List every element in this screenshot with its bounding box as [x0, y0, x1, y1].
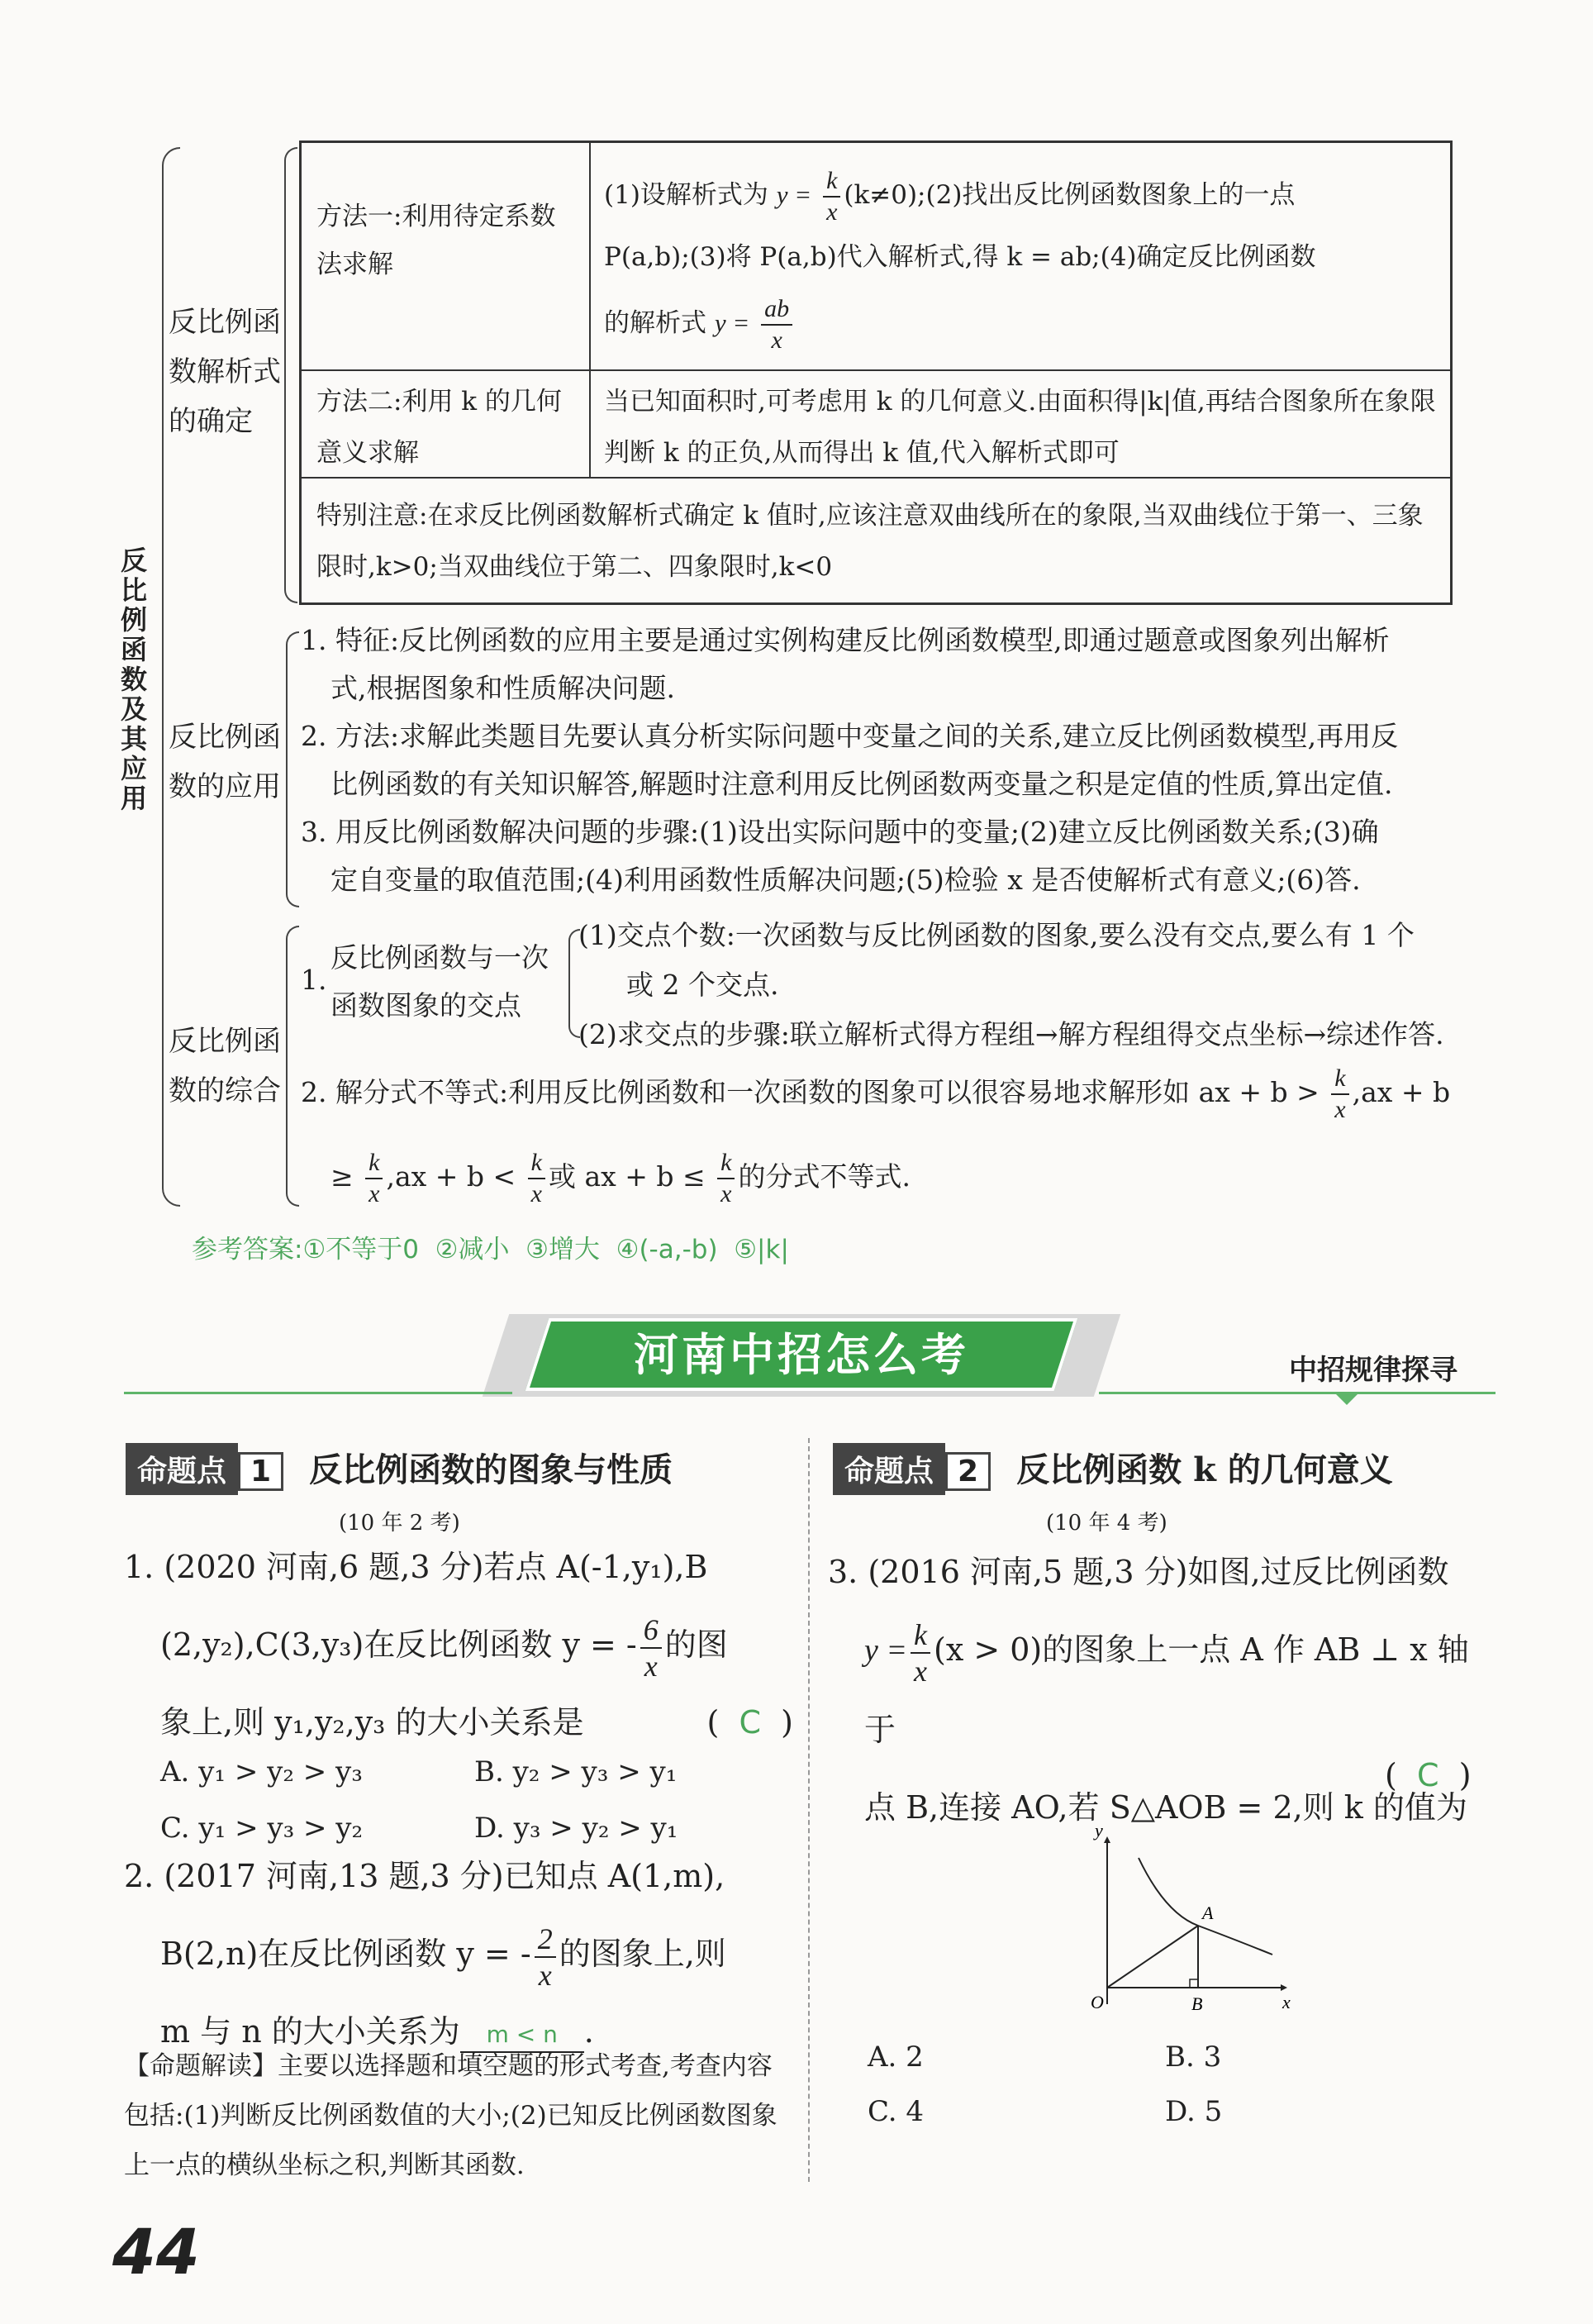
q3-option-d: D. 5 — [1165, 2095, 1223, 2128]
method-table — [299, 140, 1453, 605]
page-number: 44 — [112, 2215, 200, 2288]
combo-item2-line2: ≥ $\frac{k}{x}$ ,ax + b < $\frac{k}{x}$ 或 ax + b ≤ $\frac{k}{x}$ 的分式不等式. — [330, 1149, 911, 1207]
sidebar-title: 反比例函数及其应用 — [121, 545, 148, 814]
combo-item1-num: 1. — [301, 964, 327, 996]
topic-count-1: (10 年 2 考) — [339, 1511, 460, 1536]
label-y: y — [1095, 1820, 1103, 1841]
method2-text-cell — [591, 371, 1450, 479]
combo-sub1: (1)交点个数:一次函数与反比例函数的图象,要么没有交点,要么有 1 个 — [578, 919, 1415, 951]
combo-item2-line1: 2. 解分式不等式:利用反比例函数和一次函数的图象可以很容易地求解形如 ax + b > $\frac{k}{x}$ ,ax + b — [301, 1064, 1451, 1123]
topic-tag-2: 命题点 — [833, 1443, 945, 1495]
q3-line3: 点 B,连接 AO,若 S△AOB = 2,则 k 的值为 — [864, 1789, 1467, 1826]
banner-rule-left — [124, 1392, 512, 1394]
q1-line2: (2,y₂),C(3,y₃)在反比例函数 y = - $\frac{6}{x}$ 的图 — [160, 1612, 728, 1683]
apply-item-3b: 定自变量的取值范围;(4)利用函数性质解决问题;(5)检验 x 是否使解析式有意义;(6)答. — [330, 864, 1361, 896]
topic-tag-num-1: 1 — [238, 1452, 283, 1491]
method2-label: 方法二:利用 k 的几何意义求解 — [316, 387, 562, 468]
apply-item-1b: 式,根据图象和性质解决问题. — [330, 672, 675, 704]
method1-line1: (1)设解析式为 y = $\frac{k}{x}$ (k≠0);(2)找出反比例函数图象上的一点 — [604, 166, 1296, 226]
label-a: A — [1202, 1903, 1214, 1923]
label-b: B — [1191, 1993, 1203, 2014]
label-o: O — [1091, 1992, 1104, 2012]
method1-label-cell — [302, 143, 591, 371]
combo-item1-label: 反比例函数与一次函数图象的交点 — [330, 941, 549, 1022]
topic-tag-num-2: 2 — [945, 1452, 991, 1491]
q3-options — [868, 2030, 1496, 2139]
left-topic-header — [126, 1443, 673, 1495]
reference-answer: 参考答案:①不等于0 ②减小 ③增大 ④(-a,-b) ⑤|k| — [192, 1235, 789, 1264]
topic-count-2: (10 年 4 考) — [1046, 1511, 1167, 1536]
q3-line1: 3. (2016 河南,5 题,3 分)如图,过反比例函数 — [828, 1554, 1449, 1590]
q2-line3: m 与 n 的大小关系为 m < n . — [124, 1993, 793, 2069]
section-combo-label: 反比例函数的综合 — [169, 1025, 281, 1107]
q3-option-b: B. 3 — [1165, 2041, 1222, 2074]
banner-rule-right — [1099, 1392, 1496, 1394]
q2-answer-blank: m < n — [460, 2015, 584, 2053]
q1-option-d: D. y₃ > y₂ > y₁ — [474, 1812, 678, 1845]
q1-line1: 1. (2020 河南,6 题,3 分)若点 A(-1,y₁),B — [124, 1549, 708, 1585]
q1-line3: 象上,则 y₁,y₂,y₃ 的大小关系是 ( C ) — [160, 1704, 793, 1741]
section-apply-brace — [286, 631, 299, 907]
q3-option-a: A. 2 — [868, 2041, 924, 2074]
question-1 — [124, 1529, 793, 1760]
method2-text: 当已知面积时,可考虑用 k 的几何意义.由面积得|k|值,再结合图象所在象限判断 k 的正负,从而得出 k 值,代入解析式即可 — [604, 387, 1436, 468]
method1-text-cell — [591, 143, 1450, 371]
method1-label: 方法一:利用待定系数法求解 — [316, 202, 556, 279]
q3-answer-paren: ( C ) — [1385, 1757, 1472, 1793]
banner-title: 河南中招怎么考 — [634, 1329, 969, 1381]
method2-label-cell — [302, 371, 591, 479]
note-text: 特别注意:在求反比例函数解析式确定 k 值时,应该注意双曲线所在的象限,当双曲线位于第一、三象限时,k>0;当双曲线位于第二、四象限时,k<0 — [316, 501, 1424, 582]
apply-item-3a: 3. 用反比例函数解决问题的步骤:(1)设出实际问题中的变量;(2)建立反比例函数关系;(3)确 — [301, 816, 1379, 848]
y-axis-arrow-icon — [1104, 1836, 1110, 1843]
right-topic-header — [833, 1443, 1393, 1495]
q3-graph — [1074, 1818, 1297, 2017]
combo-item1-subs — [578, 911, 1487, 1060]
method1-line2: P(a,b);(3)将 P(a,b)代入解析式,得 k = ab;(4)确定反比例函数 — [604, 242, 1316, 272]
topic-heading-1: 反比例函数的图象与性质 — [309, 1450, 673, 1489]
q2-line2: B(2,n)在反比例函数 y = - $\frac{2}{x}$ 的图象上,则 — [160, 1922, 726, 1992]
q3-line2: y = $\frac{k}{x}$ (x > 0)的图象上一点 A 作 AB ⊥ x 轴于 — [864, 1617, 1469, 1748]
apply-item-2a: 2. 方法:求解此类题目先要认真分析实际问题中变量之间的关系,建立反比例函数模型,再用反 — [301, 720, 1399, 752]
section-combo-brace — [286, 926, 299, 1207]
combo-sub2: (2)求交点的步骤:联立解析式得方程组→解方程组得交点坐标→综述作答. — [578, 1018, 1444, 1050]
segment-ao — [1107, 1926, 1198, 1988]
right-angle-mark — [1190, 1979, 1198, 1988]
q2-line1: 2. (2017 河南,13 题,3 分)已知点 A(1,m), — [124, 1858, 725, 1894]
combo-sub1b: 或 2 个交点. — [626, 969, 779, 1001]
apply-item-2b: 比例函数的有关知识解答,解题时注意利用反比例函数两变量之积是定值的性质,算出定值. — [330, 768, 1393, 800]
q1-option-b: B. y₂ > y₃ > y₁ — [474, 1755, 678, 1788]
topic-heading-2: 反比例函数 k 的几何意义 — [1016, 1450, 1393, 1489]
question-2 — [124, 1838, 793, 2069]
q1-answer: C — [739, 1704, 762, 1741]
x-axis-arrow-icon — [1281, 1984, 1287, 1991]
banner-pointer-icon — [1335, 1393, 1358, 1405]
apply-item-1a: 1. 特征:反比例函数的应用主要是通过实例构建反比例函数模型,即通过题意或图象列出解析 — [301, 624, 1390, 656]
q3-answer: C — [1416, 1757, 1439, 1793]
method1-line3: 的解析式 y = $\frac{ab}{x}$ — [604, 282, 1437, 364]
q1-option-a: A. y₁ > y₂ > y₃ — [160, 1755, 363, 1788]
column-divider — [808, 1438, 810, 2182]
section-apply-label: 反比例函数的应用 — [169, 721, 281, 803]
banner-right-label: 中招规律探寻 — [1289, 1354, 1457, 1387]
question-3 — [828, 1534, 1497, 1845]
interpretation: 【命题解读】主要以选择题和填空题的形式考查,考查内容包括:(1)判断反比例函数值的大小;(2)已知反比例函数图象上一点的横纵坐标之积,判断其函数. — [124, 2051, 777, 2180]
apply-list — [301, 617, 1491, 904]
q1-option-c: C. y₁ > y₃ > y₂ — [160, 1812, 364, 1845]
label-x: x — [1282, 1992, 1291, 2012]
section-determine-label: 反比例函数解析式的确定 — [169, 306, 281, 438]
section-determine-brace — [284, 147, 297, 603]
q3-option-c: C. 4 — [868, 2095, 925, 2128]
topic-tag-1: 命题点 — [126, 1443, 238, 1495]
note-cell — [302, 479, 1450, 602]
